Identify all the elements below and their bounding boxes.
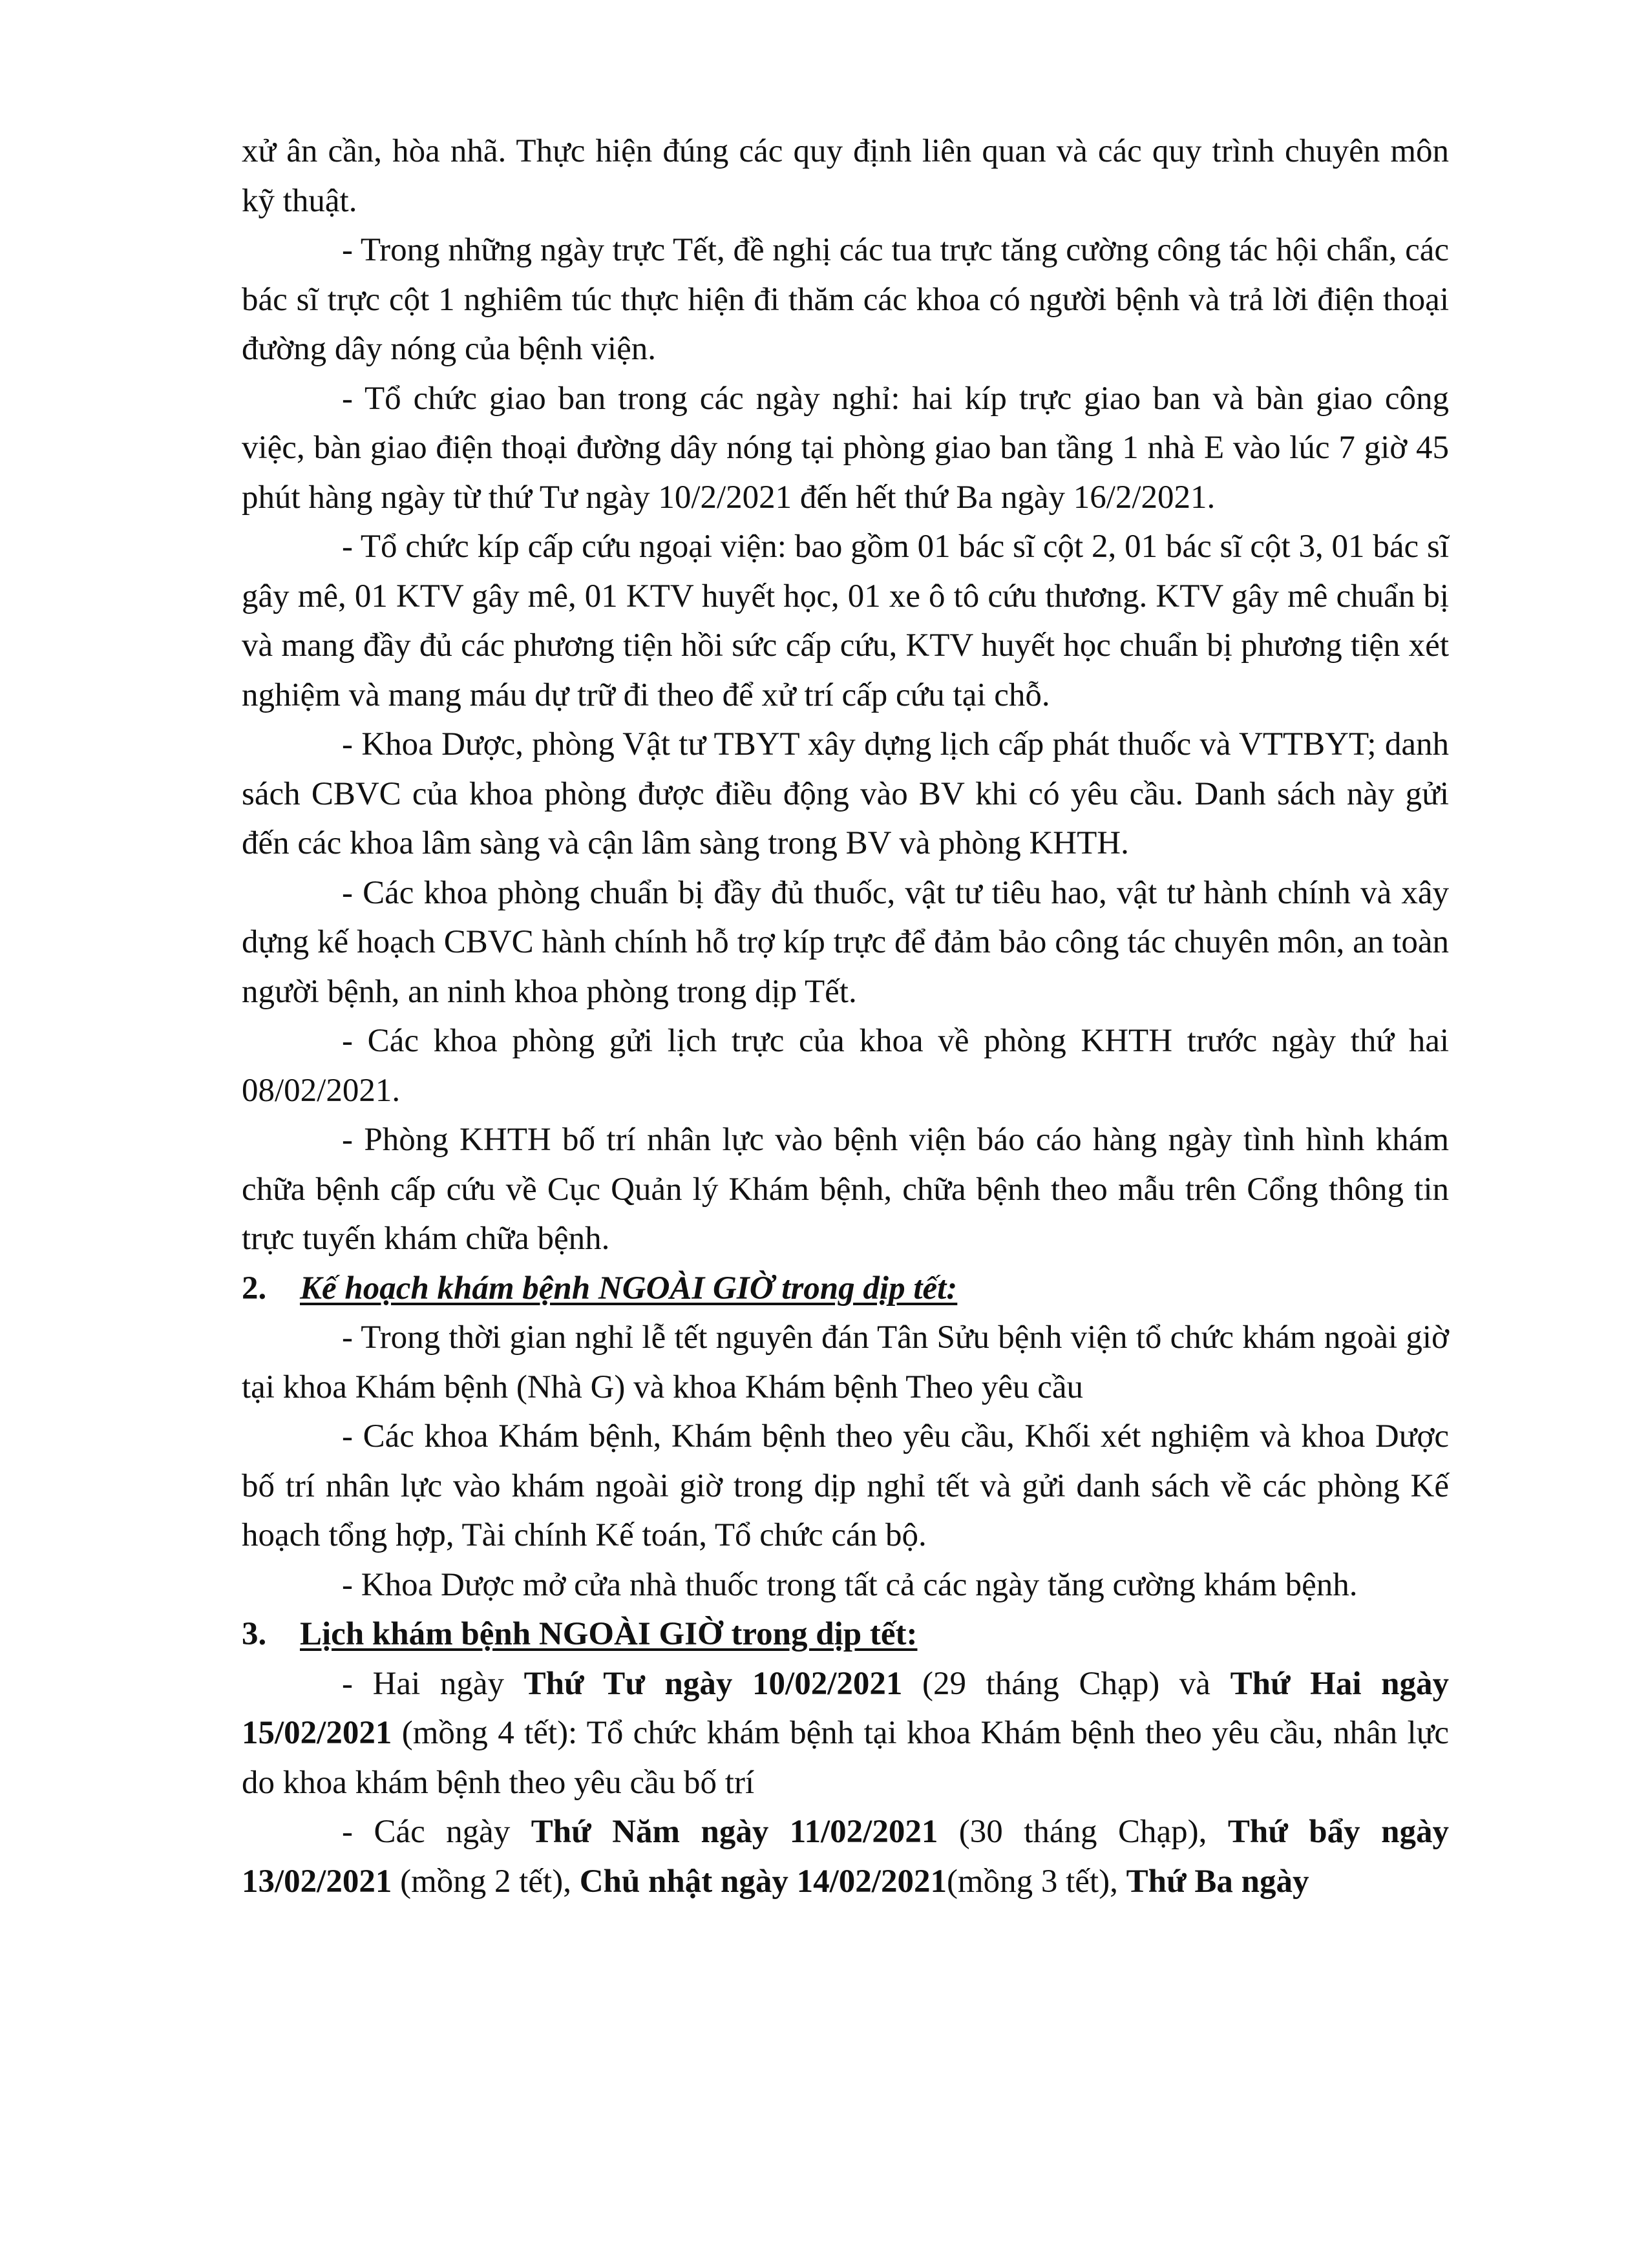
text-run: (29 tháng Chạp) và bbox=[902, 1665, 1231, 1702]
text-run: - Các ngày bbox=[342, 1814, 531, 1850]
bold-date: Chủ nhật ngày 14/02/2021 bbox=[579, 1863, 947, 1900]
section-2-title: Kế hoạch khám bệnh NGOÀI GIỜ trong dịp tết: bbox=[300, 1270, 958, 1307]
text-run: - Hai ngày bbox=[342, 1665, 524, 1702]
paragraph-giao-ban: - Tổ chức giao ban trong các ngày nghỉ: hai kíp trực giao ban và bàn giao công việc, bàn giao điện thoại đường dây nóng tại phòng giao ban tầng 1 nhà E vào lúc 7 giờ 45 phút hàng ngày từ thứ Tư ngày 10/2/2021 đến hết thứ Ba ngày 16/2/2021. bbox=[242, 380, 1449, 516]
bold-date: Thứ Hai ngày 15/02/2021 bbox=[242, 1665, 1449, 1751]
section-3-heading bbox=[242, 1610, 1449, 1659]
section-2-paragraph-3: - Khoa Dược mở cửa nhà thuốc trong tất cả các ngày tăng cường khám bệnh. bbox=[342, 1566, 1358, 1603]
section-2-number: 2. bbox=[242, 1270, 267, 1307]
bold-date: Thứ Năm ngày 11/02/2021 bbox=[531, 1814, 938, 1850]
paragraph-lich-truc: - Các khoa phòng gửi lịch trực của khoa về phòng KHTH trước ngày thứ hai 08/02/2021. bbox=[242, 1023, 1449, 1109]
section-3-number: 3. bbox=[242, 1616, 267, 1652]
bold-date: Thứ Ba ngày bbox=[1126, 1863, 1309, 1900]
bold-date: Thứ bẩy ngày 13/02/2021 bbox=[242, 1814, 1449, 1900]
section-2-heading bbox=[242, 1264, 1449, 1314]
section-2-paragraph-1: - Trong thời gian nghỉ lễ tết nguyên đán Tân Sửu bệnh viện tổ chức khám ngoài giờ tại khoa Khám bệnh (Nhà G) và khoa Khám bệnh Theo yêu cầu bbox=[242, 1319, 1449, 1405]
text-run: (mồng 3 tết), bbox=[946, 1863, 1126, 1900]
paragraph-bao-cao: - Phòng KHTH bố trí nhân lực vào bệnh viện báo cáo hàng ngày tình hình khám chữa bệnh cấp cứu về Cục Quản lý Khám bệnh, chữa bệnh theo mẫu trên Cổng thông tin trực tuyến khám chữa bệnh. bbox=[242, 1122, 1449, 1257]
text-run: (30 tháng Chạp), bbox=[938, 1814, 1228, 1850]
text-run: (mồng 4 tết): Tổ chức khám bệnh tại khoa Khám bệnh theo yêu cầu, nhân lực do khoa khám bệnh theo yêu cầu bố trí bbox=[242, 1715, 1449, 1801]
paragraph-chuan-bi-thuoc: - Các khoa phòng chuẩn bị đầy đủ thuốc, vật tư tiêu hao, vật tư hành chính và xây dựng kế hoạch CBVC hành chính hỗ trợ kíp trực để đảm bảo công tác chuyên môn, an toàn người bệnh, an ninh khoa phòng trong dịp Tết. bbox=[242, 874, 1449, 1010]
paragraph-khoa-duoc: - Khoa Dược, phòng Vật tư TBYT xây dựng lịch cấp phát thuốc và VTTBYT; danh sách CBVC của khoa phòng được điều động vào BV khi có yêu cầu. Danh sách này gửi đến các khoa lâm sàng và cận lâm sàng trong BV và phòng KHTH. bbox=[242, 726, 1449, 861]
document-body bbox=[242, 127, 1449, 1906]
section-3-paragraph-1 bbox=[242, 1659, 1449, 1808]
section-2-paragraph-2: - Các khoa Khám bệnh, Khám bệnh theo yêu cầu, Khối xét nghiệm và khoa Dược bố trí nhân lực vào khám ngoài giờ trong dịp nghỉ tết và gửi danh sách về các phòng Kế hoạch tổng hợp, Tài chính Kế toán, Tổ chức cán bộ. bbox=[242, 1418, 1449, 1553]
section-3-title: Lịch khám bệnh NGOÀI GIỜ trong dịp tết: bbox=[300, 1616, 918, 1652]
paragraph-continuation: xử ân cần, hòa nhã. Thực hiện đúng các quy định liên quan và các quy trình chuyên môn kỹ thuật. bbox=[242, 133, 1449, 219]
paragraph-cap-cuu-ngoai-vien: - Tổ chức kíp cấp cứu ngoại viện: bao gồm 01 bác sĩ cột 2, 01 bác sĩ cột 3, 01 bác sĩ gây mê, 01 KTV gây mê, 01 KTV huyết học, 01 xe ô tô cứu thương. KTV gây mê chuẩn bị và mang đầy đủ các phương tiện hồi sức cấp cứu, KTV huyết học chuẩn bị phương tiện xét nghiệm và mang máu dự trữ đi theo để xử trí cấp cứu tại chỗ. bbox=[242, 529, 1449, 713]
bold-date: Thứ Tư ngày 10/02/2021 bbox=[523, 1665, 903, 1702]
section-3-paragraph-2 bbox=[242, 1807, 1449, 1906]
text-run: (mồng 2 tết), bbox=[392, 1863, 580, 1900]
paragraph-hoi-chan: - Trong những ngày trực Tết, đề nghị các tua trực tăng cường công tác hội chẩn, các bác sĩ trực cột 1 nghiêm túc thực hiện đi thăm các khoa có người bệnh và trả lời điện thoại đường dây nóng của bệnh viện. bbox=[242, 232, 1449, 367]
